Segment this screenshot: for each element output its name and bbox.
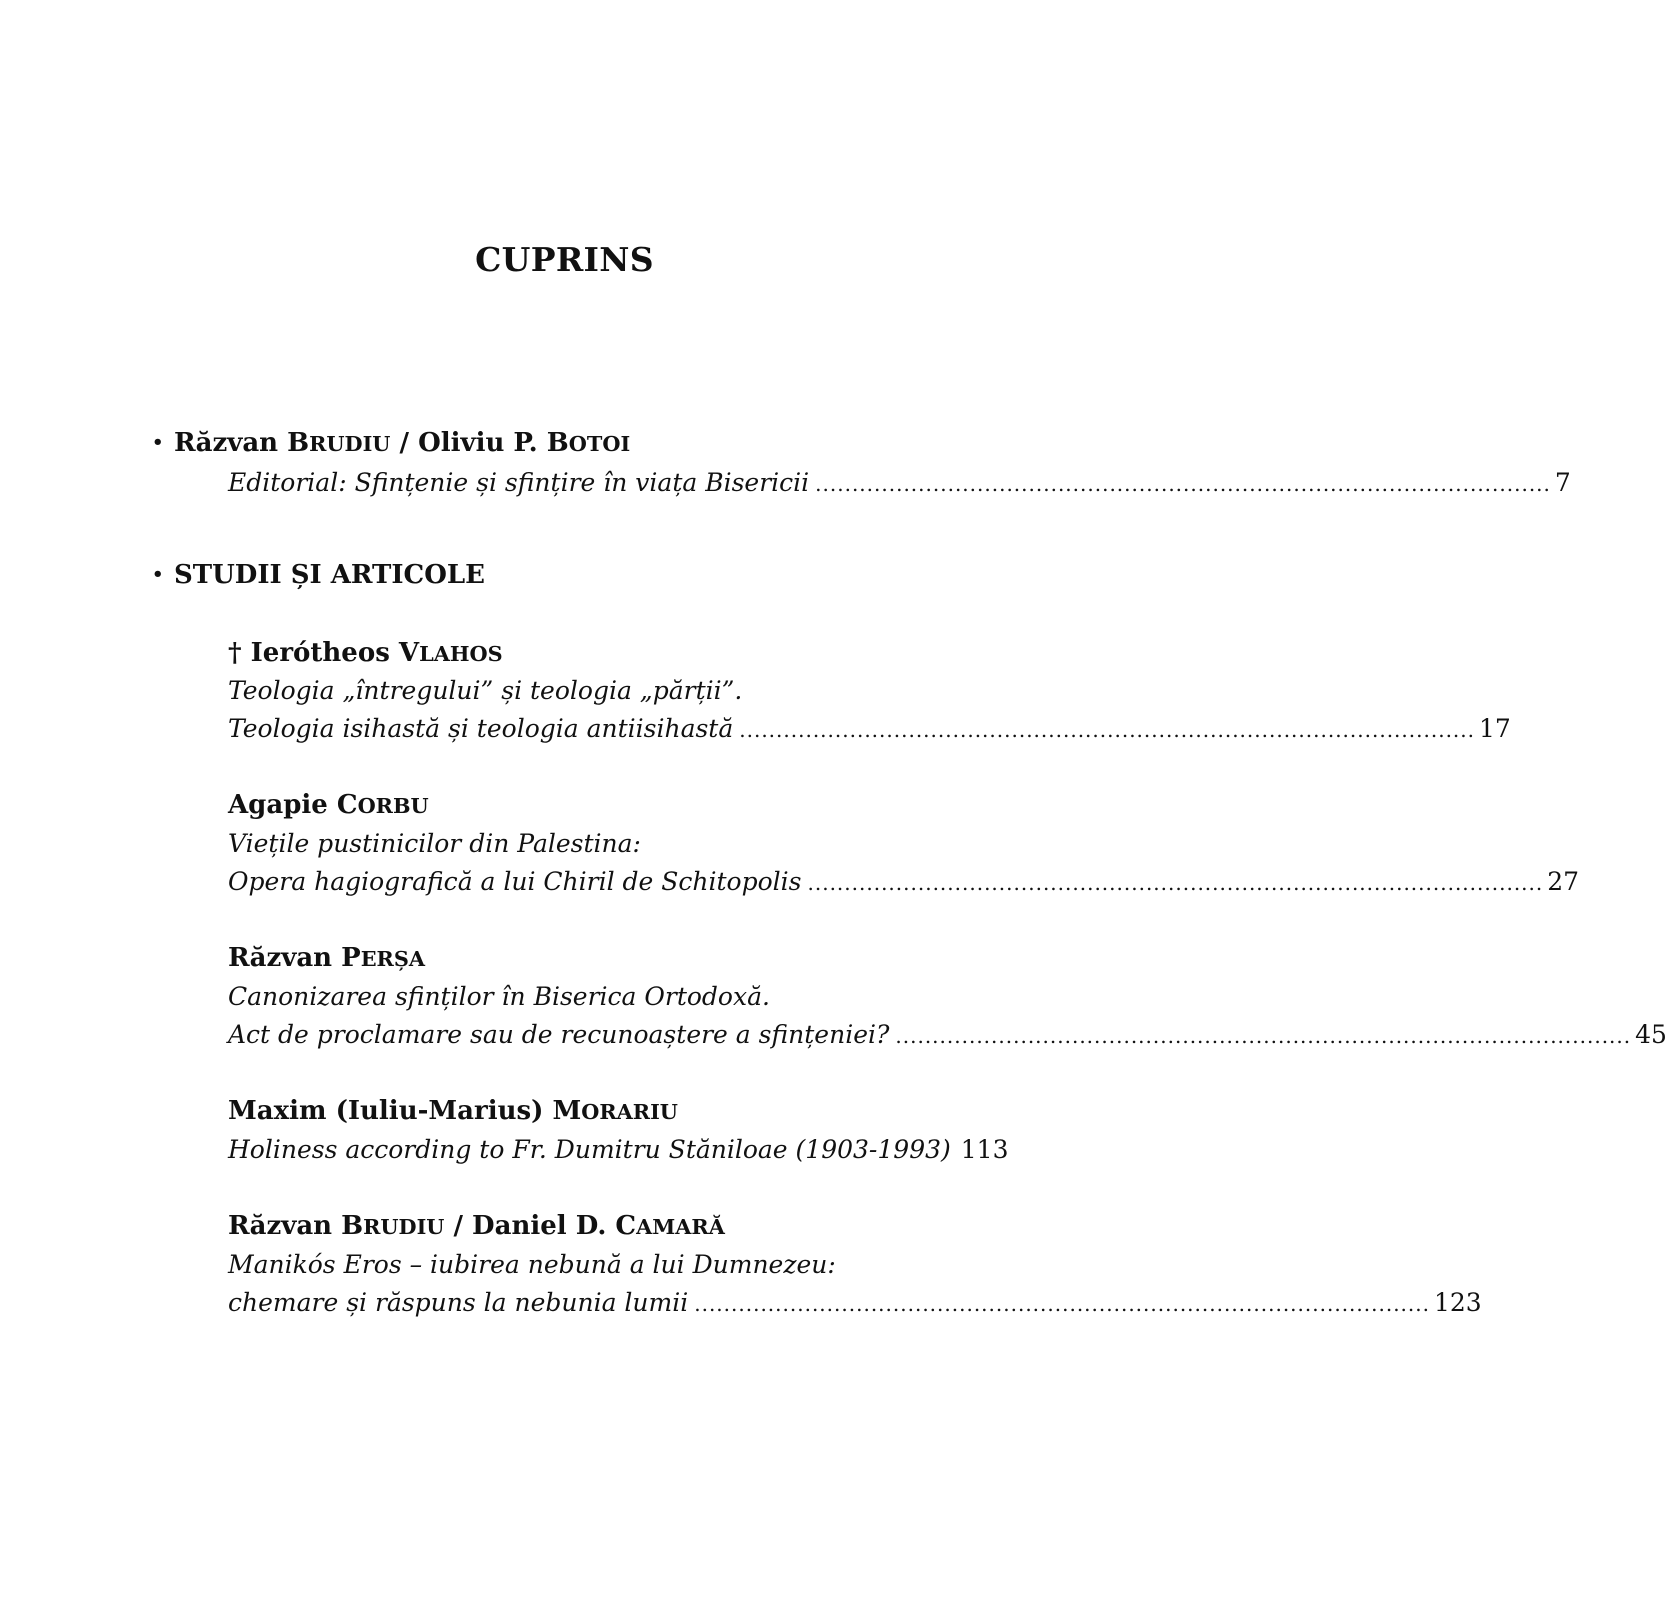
toc-entry-4[interactable] [228, 1135, 1009, 1164]
leader-dots: .................................................................................................... [815, 472, 1551, 496]
leader-dots: .................................................................................................... [694, 1292, 1430, 1316]
page-number: 17 [1479, 714, 1511, 743]
page-number: 113 [960, 1135, 1009, 1164]
leader-dots: .................................................................................................... [807, 871, 1544, 895]
section-heading: • STUDII ȘI ARTICOLE [152, 560, 485, 590]
entry-title: Act de proclamare sau de recunoaștere a sfințeniei? [228, 1020, 890, 1049]
editorial-authors: • Răzvan BRUDIU / Oliviu P. BOTOI [152, 428, 631, 458]
toc-entry-1[interactable] [228, 714, 1511, 743]
toc-entry-5[interactable] [228, 1288, 1482, 1317]
entry-title-line1: Manikós Eros – iubirea nebună a lui Dumnezeu: [228, 1250, 836, 1279]
entry-title-line1: Teologia „întregului” și teologia „părții”. [228, 676, 743, 705]
page-number: 123 [1433, 1288, 1482, 1317]
bullet-icon: • [152, 432, 164, 453]
entry-title: Editorial: Sfințenie și sfințire în viața Bisericii [228, 468, 810, 497]
page-number: 27 [1547, 867, 1580, 896]
entry-author: Răzvan PERȘA [228, 943, 425, 973]
entry-author: † Ierótheos VLAHOS [228, 638, 503, 668]
toc-entry-2[interactable] [228, 867, 1580, 896]
entry-author: Răzvan BRUDIU / Daniel D. CAMARĂ [228, 1211, 725, 1241]
bullet-icon: • [152, 564, 164, 585]
entry-title-line1: Viețile pustinicilor din Palestina: [228, 829, 641, 858]
entry-author: Maxim (Iuliu-Marius) MORARIU [228, 1096, 678, 1126]
page-title: CUPRINS [475, 240, 654, 279]
toc-entry-editorial[interactable] [228, 468, 1571, 497]
page-number: 7 [1554, 468, 1571, 497]
leader-dots: .................................................................................................... [739, 718, 1475, 742]
entry-title-line1: Canonizarea sfinților în Biserica Ortodoxă. [228, 982, 770, 1011]
leader-dots: .................................................................................................... [895, 1024, 1632, 1048]
entry-title: Teologia isihastă și teologia antiisihastă [228, 714, 734, 743]
page-number: 45 [1635, 1020, 1667, 1049]
toc-entry-3[interactable] [228, 1020, 1667, 1049]
entry-title: Holiness according to Fr. Dumitru Stăniloae (1903-1993) [228, 1135, 951, 1164]
entry-title: chemare și răspuns la nebunia lumii [228, 1288, 689, 1317]
entry-title: Opera hagiografică a lui Chiril de Schitopolis [228, 867, 802, 896]
entry-author: Agapie CORBU [228, 790, 429, 820]
